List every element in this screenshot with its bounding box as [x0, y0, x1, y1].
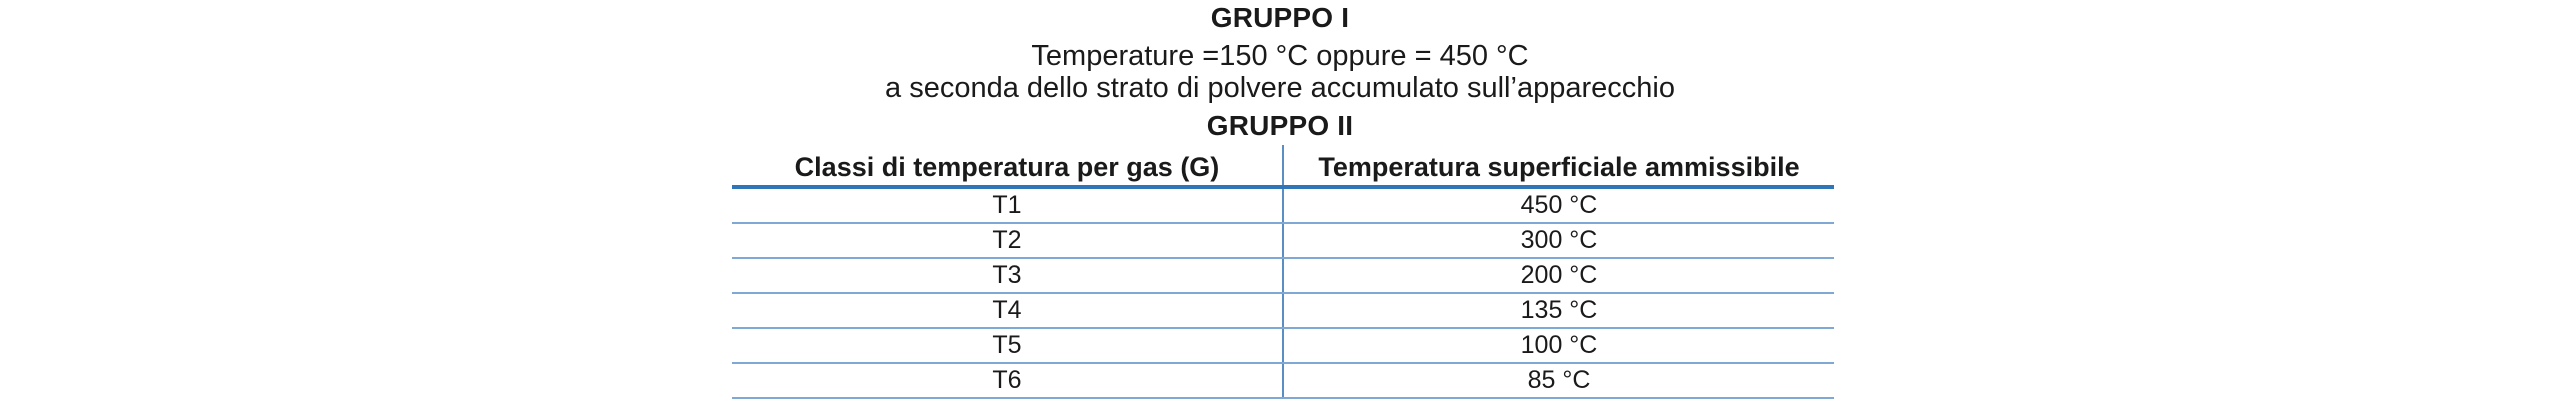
temperature-cell: 450 °C — [1283, 187, 1834, 223]
temperature-cell: 85 °C — [1283, 363, 1834, 398]
group1-title: GRUPPO I — [1210, 2, 1350, 33]
temperature-cell: 135 °C — [1283, 293, 1834, 328]
class-cell: T4 — [732, 293, 1283, 328]
column-header-temperature: Temperatura superficiale ammissibile — [1283, 145, 1834, 187]
column-header-class: Classi di temperatura per gas (G) — [732, 145, 1283, 187]
table-row — [732, 258, 1834, 293]
class-cell: T3 — [732, 258, 1283, 293]
class-cell: T2 — [732, 223, 1283, 258]
class-cell: T6 — [732, 363, 1283, 398]
table-row — [732, 223, 1834, 258]
group1-temperature-text: Temperature =150 °C oppure = 450 °C — [1031, 40, 1529, 72]
temperature-cell: 100 °C — [1283, 328, 1834, 363]
class-cell: T1 — [732, 187, 1283, 223]
temperature-cell: 300 °C — [1283, 223, 1834, 258]
temperature-cell: 200 °C — [1283, 258, 1834, 293]
table-header-row — [732, 145, 1834, 187]
class-cell: T5 — [732, 328, 1283, 363]
table-row — [732, 293, 1834, 328]
table-row — [732, 328, 1834, 363]
table-row — [732, 363, 1834, 398]
temperature-class-table — [732, 145, 1834, 399]
table-row — [732, 187, 1834, 223]
group1-note-text: a seconda dello strato di polvere accumulato sull’apparecchio — [885, 72, 1675, 104]
table-header — [732, 145, 1834, 187]
temperature-class-table-container — [732, 145, 1834, 406]
table-body — [732, 187, 1834, 398]
group2-title: GRUPPO II — [1206, 110, 1354, 141]
